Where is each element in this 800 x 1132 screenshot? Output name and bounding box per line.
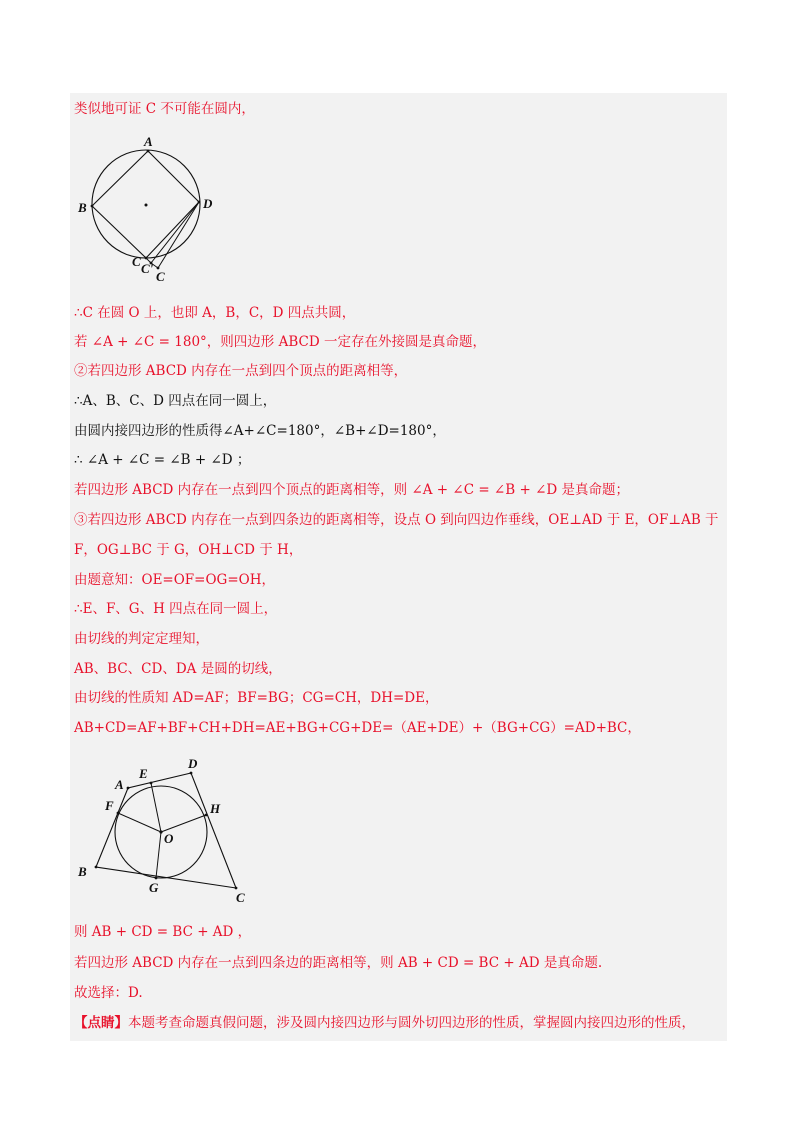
fig1-label-c: C [132, 254, 141, 269]
text-line-5: ∴A、B、C、D 四点在同一圆上， [74, 393, 277, 409]
figure-cyclic-quadrilateral [72, 130, 232, 285]
text-line-9: ③若四边形 ABCD 内存在一点到四条边的距离相等，设点 O 到向四边作垂线，OE⊥AD 于 E，OF⊥AB 于 [74, 512, 719, 528]
text-line-15: 由切线的性质知 AD=AF；BF=BG；CG=CH，DH=DE， [74, 690, 439, 706]
fig1-label-c-outer: C [156, 269, 165, 284]
text-line-8: 若四边形 ABCD 内存在一点到四个顶点的距离相等，则 ∠A + ∠C = ∠B + ∠D 是真命题； [74, 482, 629, 498]
fig2-label-f: F [105, 798, 114, 813]
fig2-label-g: G [149, 880, 159, 895]
text-line-13: 由切线的判定定理知， [74, 631, 209, 647]
text-line-19: 故选择：D. [74, 985, 143, 1001]
text-line-17: 则 AB + CD = BC + AD ， [74, 924, 252, 940]
text-line-16: AB+CD=AF+BF+CH+DH=AE+BG+CG+DE=（AE+DE）+（BG+CG）=AD+BC， [74, 720, 641, 736]
text-line-6: 由圆内接四边形的性质得∠A+∠C=180°，∠B+∠D=180°， [74, 423, 446, 439]
remark-tag: 【点睛】 [74, 1015, 128, 1031]
figure-tangential-quadrilateral [72, 752, 262, 910]
fig1-label-d: D [203, 196, 213, 211]
fig2-label-e: E [139, 766, 148, 781]
fig2-label-a: A [115, 777, 124, 792]
fig2-label-o: O [164, 831, 174, 846]
text-line-2: ∴C 在圆 O 上，也即 A，B，C，D 四点共圆， [74, 305, 356, 321]
text-line-14: AB、BC、CD、DA 是圆的切线， [74, 661, 282, 677]
text-line-12: ∴E、F、G、H 四点在同一圆上， [74, 601, 278, 617]
fig2-label-h: H [210, 801, 221, 816]
text-line-7: ∴ ∠A + ∠C = ∠B + ∠D ； [74, 452, 251, 468]
remark-text: 本题考查命题真假问题，涉及圆内接四边形与圆外切四边形的性质，掌握圆内接四边形的性质， [128, 1015, 695, 1031]
fig2-label-c: C [236, 890, 245, 905]
fig1-label-a: A [144, 134, 153, 149]
text-line-18: 若四边形 ABCD 内存在一点到四条边的距离相等，则 AB + CD = BC + AD 是真命题. [74, 955, 603, 971]
fig1-label-c-prime: C' [141, 261, 154, 276]
fig2-label-d: D [188, 756, 198, 771]
fig2-label-b: B [78, 864, 87, 879]
text-line-3: 若 ∠A + ∠C = 180°，则四边形 ABCD 一定存在外接圆是真命题， [74, 334, 486, 350]
text-line-10: F，OG⊥BC 于 G，OH⊥CD 于 H， [74, 542, 303, 558]
text-line-1: 类似地可证 C 不可能在圆内， [74, 101, 255, 117]
text-line-4: ②若四边形 ABCD 内存在一点到四个顶点的距离相等， [74, 363, 408, 379]
text-line-20 [74, 1013, 695, 1033]
text-line-11: 由题意知：OE=OF=OG=OH， [74, 572, 275, 588]
fig1-label-b: B [78, 200, 87, 215]
